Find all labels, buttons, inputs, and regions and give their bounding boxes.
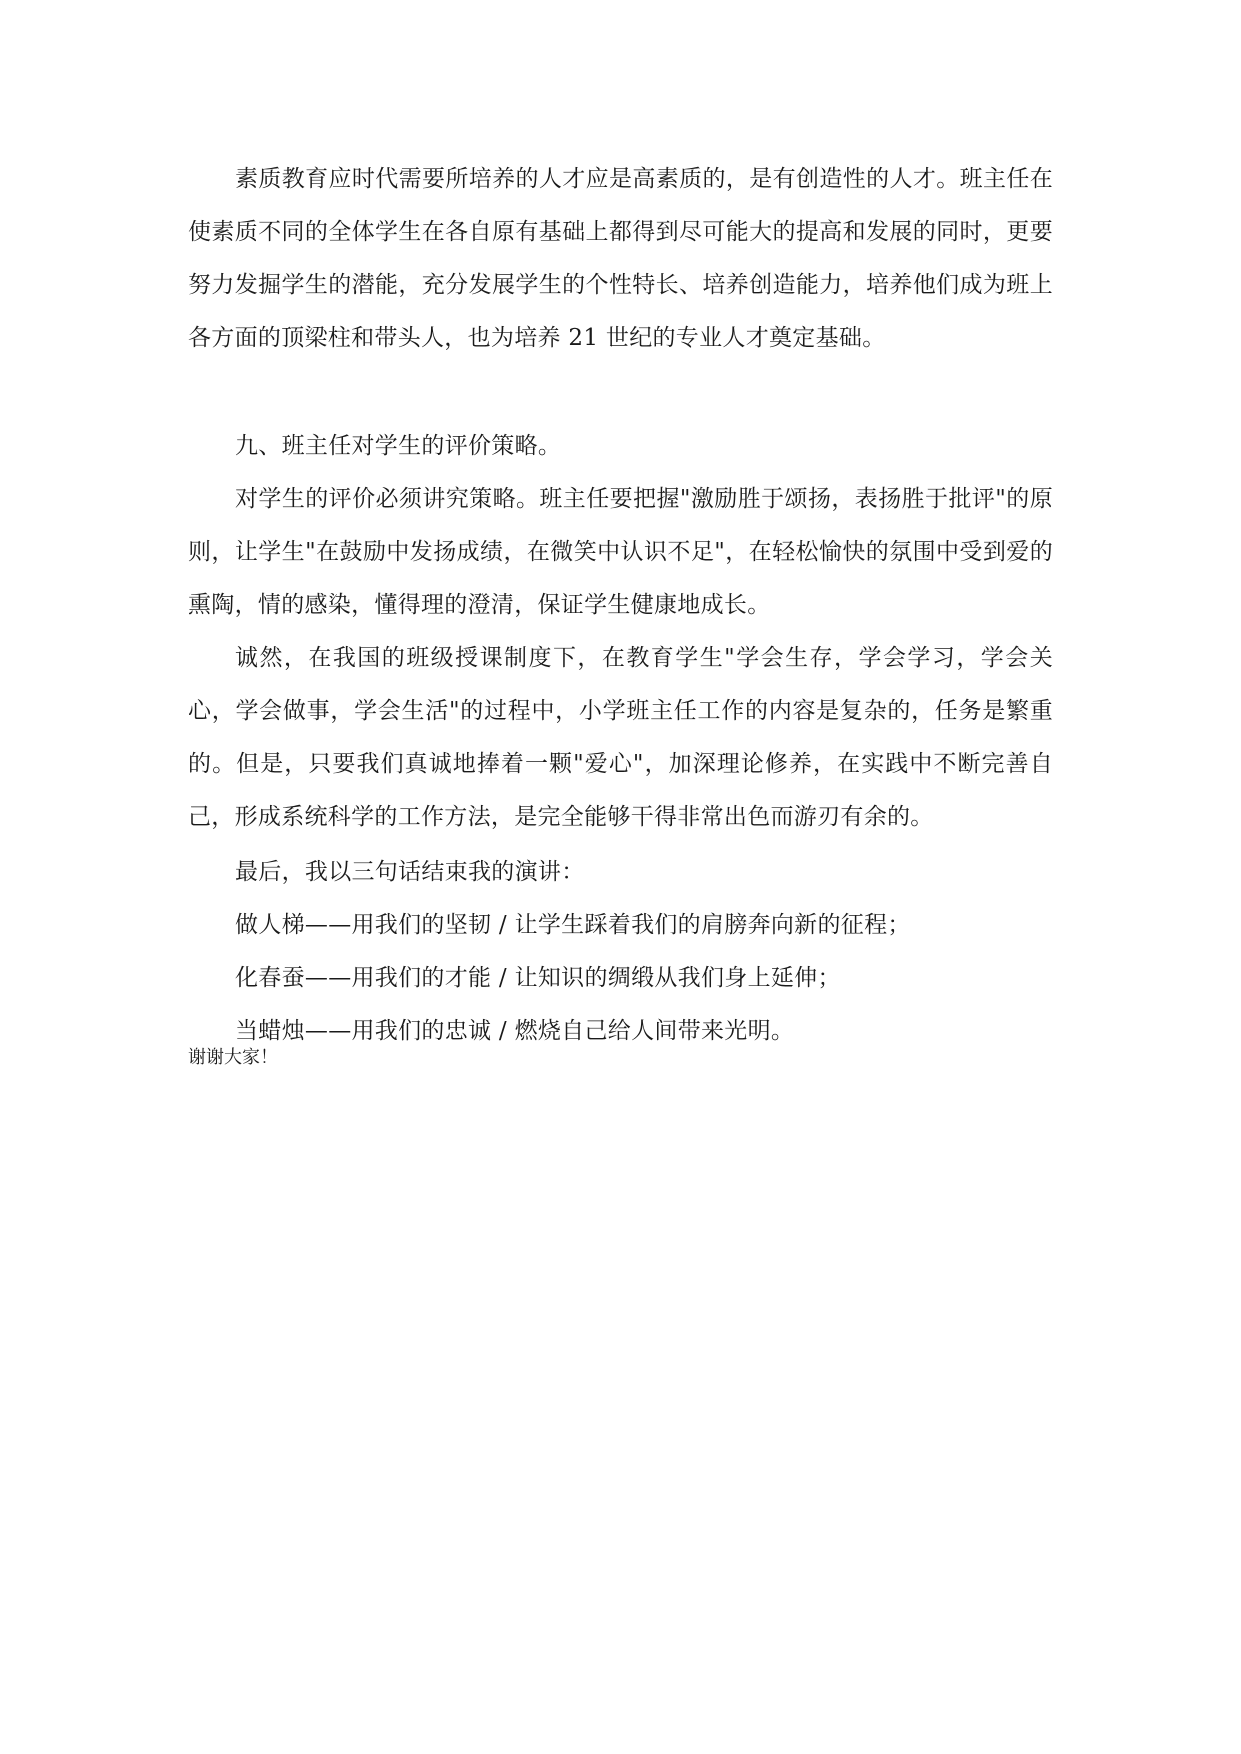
- speech-closing-intro: 最后，我以三句话结束我的演讲：: [235, 859, 585, 885]
- closing-line-candle: 当蜡烛——用我们的忠诚 / 燃烧自己给人间带来光明。: [235, 1018, 795, 1044]
- closing-line-ladder: 做人梯——用我们的坚韧 / 让学生踩着我们的肩膀奔向新的征程；: [235, 912, 911, 938]
- paragraph-quality-education: 素质教育应时代需要所培养的人才应是高素质的，是有创造性的人才。班主任在使素质不同的全体学生在各自原有基础上都得到尽可能大的提高和发展的同时，更要努力发掘学生的潜能，充分发展学生的个性特长、培养创造能力，培养他们成为班上各方面的顶梁柱和带头人，也为培养 21 世纪的专业人才奠定基础。: [188, 166, 1053, 351]
- document-page: [188, 0, 1053, 1754]
- paragraph-conclusion: 诚然，在我国的班级授课制度下，在教育学生"学会生存，学会学习，学会关心，学会做事，学会生活"的过程中，小学班主任工作的内容是复杂的，任务是繁重的。但是，只要我们真诚地捧着一颗"爱心"，加深理论修养，在实践中不断完善自己，形成系统科学的工作方法，是完全能够干得非常出色而游刃有余的。: [188, 645, 1053, 830]
- paragraph-evaluation-strategy: 对学生的评价必须讲究策略。班主任要把握"激励胜于颂扬，表扬胜于批评"的原则，让学生"在鼓励中发扬成绩，在微笑中认识不足"，在轻松愉快的氛围中受到爱的熏陶，情的感染，懂得理的澄清，保证学生健康地成长。: [188, 486, 1053, 618]
- closing-line-silkworm: 化春蚕——用我们的才能 / 让知识的绸缎从我们身上延伸；: [235, 965, 841, 991]
- section-heading-evaluation-strategy: 九、班主任对学生的评价策略。: [235, 433, 562, 459]
- thank-you-text: 谢谢大家！: [188, 1047, 278, 1068]
